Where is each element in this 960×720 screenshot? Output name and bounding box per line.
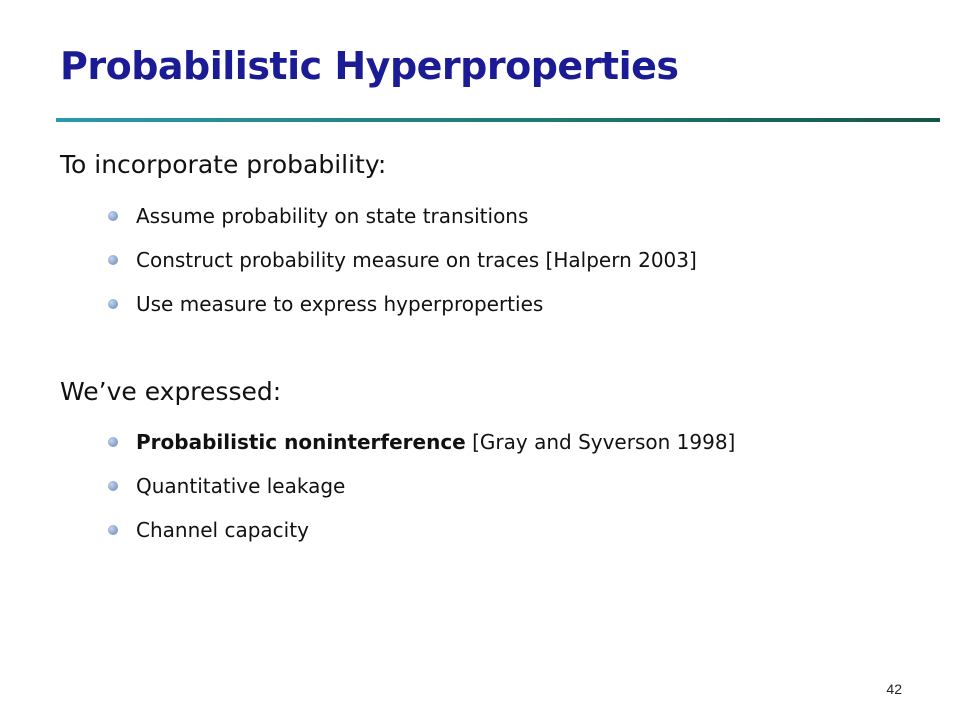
list-item: [108, 470, 735, 514]
bullet-list-expressed: [108, 426, 735, 558]
bullet-dot-icon: [108, 437, 118, 447]
slide-title: Probabilistic Hyperproperties: [60, 44, 679, 88]
section-heading-probability: To incorporate probability:: [60, 150, 387, 179]
bullet-text: Quantitative leakage: [136, 474, 346, 498]
bullet-text: Use measure to express hyperproperties: [136, 292, 544, 316]
bullet-dot-icon: [108, 255, 118, 265]
bullet-text: Assume probability on state transitions: [136, 204, 529, 228]
bullet-dot-icon: [108, 299, 118, 309]
list-item: [108, 426, 735, 470]
bullet-text: [136, 430, 735, 454]
bullet-citation: [Gray and Syverson 1998]: [465, 430, 736, 454]
list-item: [108, 514, 735, 558]
bullet-dot-icon: [108, 481, 118, 491]
bullet-dot-icon: [108, 525, 118, 535]
bullet-text: Channel capacity: [136, 518, 309, 542]
list-item: [108, 288, 697, 332]
section-heading-expressed: We’ve expressed:: [60, 377, 282, 406]
bullet-list-probability: [108, 200, 697, 332]
bullet-bold-term: Probabilistic noninterference: [136, 430, 466, 454]
title-divider: [56, 118, 940, 122]
list-item: [108, 200, 697, 244]
bullet-dot-icon: [108, 211, 118, 221]
bullet-text: Construct probability measure on traces [Halpern 2003]: [136, 248, 697, 272]
list-item: [108, 244, 697, 288]
page-number: 42: [886, 681, 902, 697]
